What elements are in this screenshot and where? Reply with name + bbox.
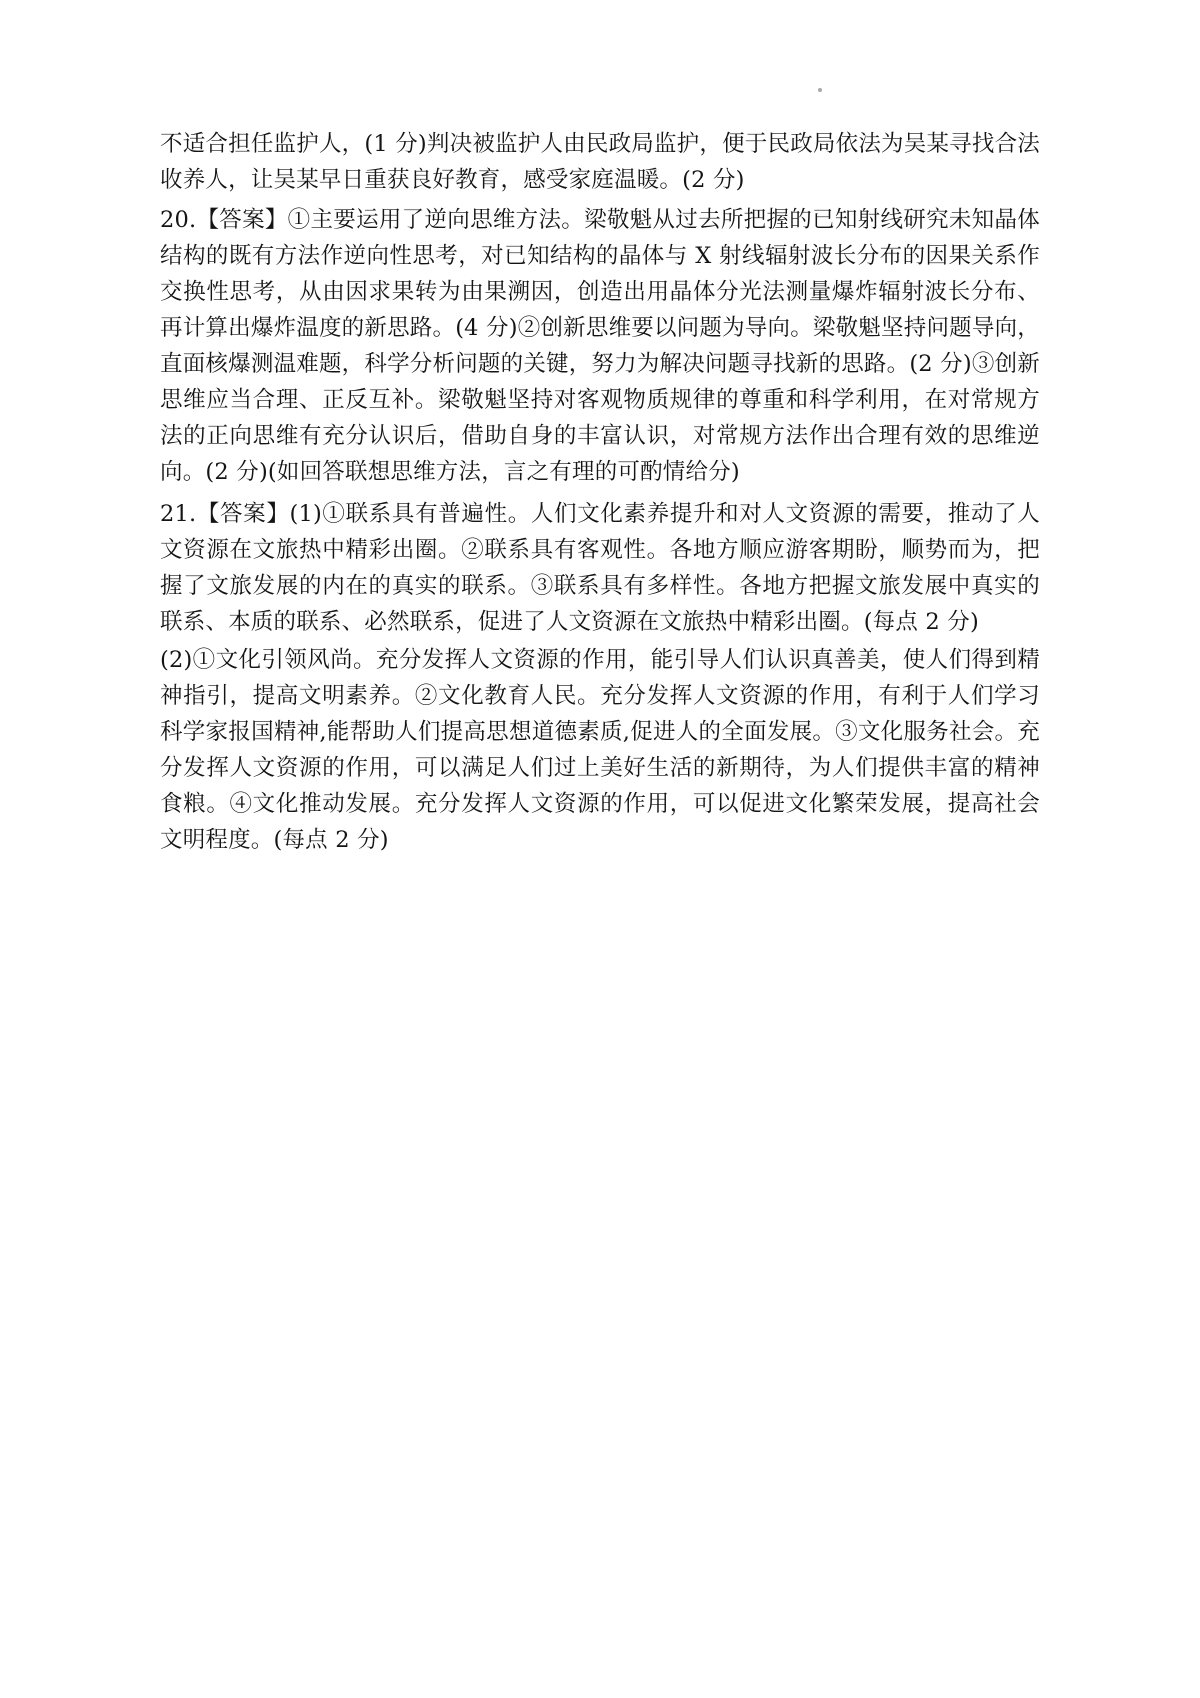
paragraph-answer-21-1: 21.【答案】(1)①联系具有普遍性。人们文化素养提升和对人文资源的需要，推动了人文资源在文旅热中精彩出圈。②联系具有客观性。各地方顺应游客期盼，顺势而为，把握了文旅发展的内在的真实的联系。③联系具有多样性。各地方把握文旅发展中真实的联系、本质的联系、必然联系，促进了人文资源在文旅热中精彩出圈。(每点 2 分) <box>160 501 1040 635</box>
paragraph-answer-continuation: 不适合担任监护人，(1 分)判决被监护人由民政局监护，便于民政局依法为吴某寻找合法收养人，让吴某早日重获良好教育，感受家庭温暖。(2 分) <box>160 131 1040 193</box>
paragraph-answer-21-2: (2)①文化引领风尚。充分发挥人文资源的作用，能引导人们认识真善美，使人们得到精神指引，提高文明素养。②文化教育人民。充分发挥人文资源的作用，有利于人们学习科学家报国精神,能帮助人们提高思想道德素质,促进人的全面发展。③文化服务社会。充分发挥人文资源的作用，可以满足人们过上美好生活的新期待，为人们提供丰富的精神食粮。④文化推动发展。充分发挥人文资源的作用，可以促进文化繁荣发展，提高社会文明程度。(每点 2 分) <box>160 647 1040 853</box>
document-body <box>160 126 1040 860</box>
paragraph-answer-20: 20.【答案】①主要运用了逆向思维方法。梁敬魁从过去所把握的已知射线研究未知晶体结构的既有方法作逆向性思考，对已知结构的晶体与 X 射线辐射波长分布的因果关系作交换性思考，从由因求果转为由果溯因，创造出用晶体分光法测量爆炸辐射波长分布、再计算出爆炸温度的新思路。(4 分)②创新思维要以问题为导向。梁敬魁坚持问题导向，直面核爆测温难题，科学分析问题的关键，努力为解决问题寻找新的思路。(2 分)③创新思维应当合理、正反互补。梁敬魁坚持对客观物质规律的尊重和科学利用，在对常规方法的正向思维有充分认识后，借助自身的丰富认识，对常规方法作出合理有效的思维逆向。(2 分)(如回答联想思维方法，言之有理的可酌情给分) <box>160 207 1040 485</box>
page-corner-mark <box>818 88 822 92</box>
